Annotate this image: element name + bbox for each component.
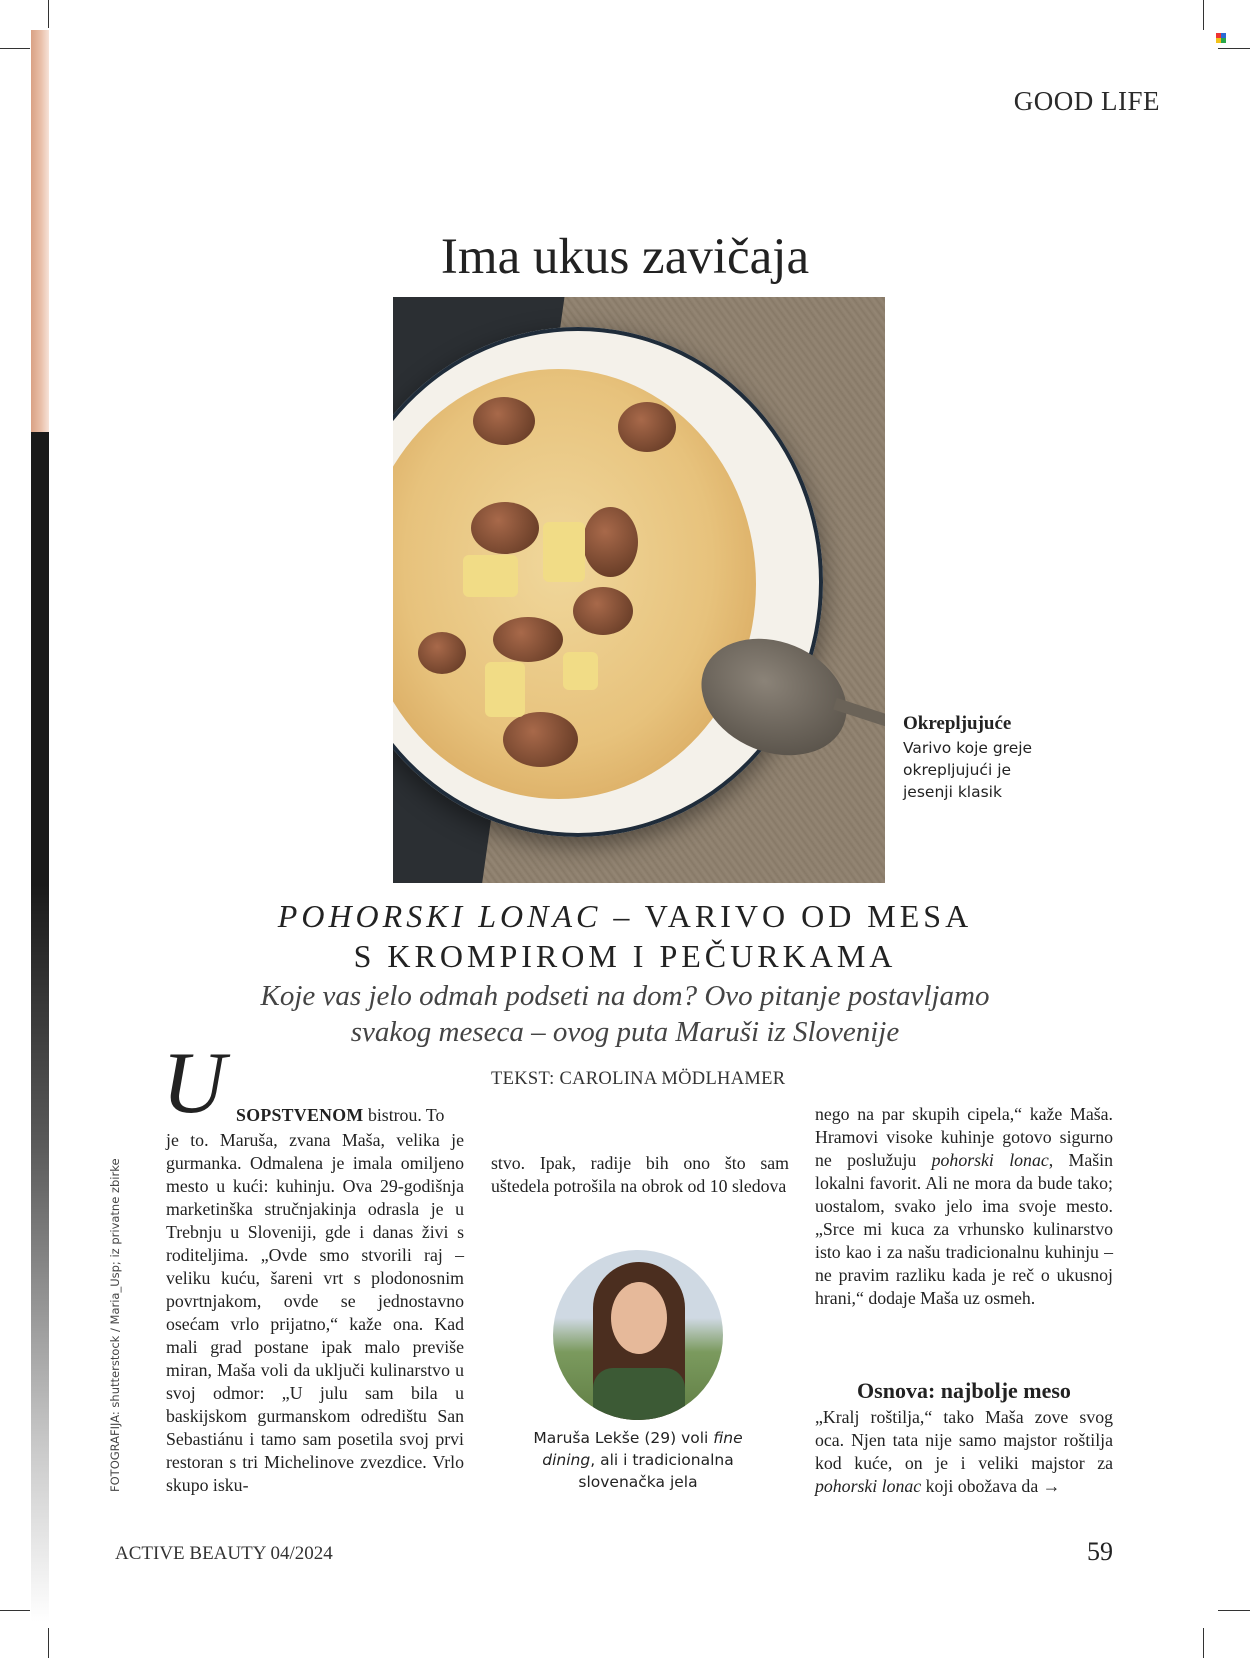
body-column-3-continued xyxy=(815,1406,1113,1498)
byline: TEKST: CAROLINA MÖDLHAMER xyxy=(491,1069,786,1089)
photo-caption-title: Okrepljujuće xyxy=(903,713,1012,734)
crop-mark xyxy=(1218,48,1250,49)
color-registration-icon xyxy=(1221,38,1226,43)
section-label: GOOD LIFE xyxy=(1013,86,1160,116)
subsection-title: Osnova: najbolje meso xyxy=(857,1378,1071,1403)
crop-mark xyxy=(48,0,49,28)
recipe-name: POHORSKI LONAC xyxy=(277,898,602,934)
photo-caption-body: Varivo koje greje okrepljujući je jesenji klasik xyxy=(903,739,1033,801)
body-paragraph: stvo. Ipak, radije bih ono što sam uštedela potrošila na obrok od 10 sledova xyxy=(491,1153,789,1196)
body-column-2 xyxy=(491,1152,789,1198)
crop-mark xyxy=(0,48,30,49)
crop-mark xyxy=(1203,0,1204,30)
recipe-title-rest: – VARIVO OD MESA xyxy=(601,898,973,934)
stew-photo xyxy=(393,297,885,883)
drop-cap: U xyxy=(162,1035,226,1132)
body-column-1 xyxy=(166,1129,464,1497)
first-line-caps: SOPSTVENOM xyxy=(236,1105,364,1125)
crop-mark xyxy=(1203,1628,1204,1658)
page-number: 59 xyxy=(1087,1537,1113,1566)
continue-arrow-icon: → xyxy=(1042,1476,1061,1496)
recipe-title-line2: S KROMPIROM I PEČURKAMA xyxy=(353,938,897,974)
photo-credit: FOTOGRAFIJA: shutterstock / Maria_Usp; iz privatne zbirke xyxy=(108,1158,122,1492)
text-span: koji obožava da xyxy=(921,1476,1043,1496)
body-paragraph xyxy=(815,1103,1113,1310)
text-span: „Kralj roštilja,“ tako Maša zove svog oca. Njen tata nije samo majstor roštilja kod kuće, on je i veliki majstor za xyxy=(815,1407,1113,1473)
portrait-caption-part: Maruša Lekše (29) voli xyxy=(533,1429,714,1447)
footer-magazine: ACTIVE BEAUTY 04/2024 xyxy=(115,1543,333,1564)
portrait-caption-part: , ali i tradicionalna slovenačka jela xyxy=(578,1451,734,1491)
dish-name: pohorski lonac xyxy=(931,1150,1049,1170)
crop-mark xyxy=(48,1628,49,1658)
first-line xyxy=(236,1105,444,1126)
body-paragraph: je to. Maruša, zvana Maša, velika je gurmanka. Odmalena je imala omiljeno mesto u kući: kuhinju. Ova 29-godišnja marketinška stručnjakinja odrasla je u Trebnju u Sloveniji, gde i danas živi s roditeljima. „Ovde smo stvorili raj – veliku kuću, šareni vrt s plodonosnim povrtnjakom, ovde se jednostavno osećam vrlo prijatno,“ kaže ona. Kad mali grad postane ipak malo previše miran, Maša voli da uključi kulinarstvo u svoj odmor: „U julu sam bila u baskijskom gurmanskom odredištu San Sebastiánu i tamo sam posetila svoj prvi restoran s tri Michelinove zvezdice. Vrlo skupo isku- xyxy=(166,1130,464,1495)
intro-line2: svakog meseca – ovog puta Maruši iz Slovenije xyxy=(350,1016,900,1048)
body-paragraph xyxy=(815,1406,1113,1498)
text-span: nego na par skupih cipela,“ kaže Maša. Hramovi visoke kuhinje gotovo sigurno ne poslužuju xyxy=(815,1104,1113,1170)
portrait-caption-italic: fine dining xyxy=(542,1429,743,1469)
recipe-title-line1 xyxy=(0,898,1250,935)
body-column-3 xyxy=(815,1103,1113,1310)
page-title: Ima ukus zavičaja xyxy=(440,229,810,285)
portrait-caption xyxy=(516,1427,760,1493)
dish-name: pohorski lonac xyxy=(815,1476,922,1496)
intro-line1: Koje vas jelo odmah podseti na dom? Ovo pitanje postavljamo xyxy=(260,980,990,1012)
first-line-rest: bistrou. To xyxy=(363,1105,445,1125)
portrait-photo xyxy=(553,1250,723,1420)
text-span: , Mašin lokalni favorit. Ali ne mora da bude tako; uostalom, svako jelo ima svoje mesto. „Srce mi kuca za vrhunsko kulinarstvo isto kao i za našu tradicionalnu kuhinju – ne pravim razliku kada je reč o ukusnoj hrani,“ dodaje Maša uz osmeh. xyxy=(815,1150,1114,1308)
crop-mark xyxy=(1218,1610,1250,1611)
crop-mark xyxy=(0,1610,30,1611)
